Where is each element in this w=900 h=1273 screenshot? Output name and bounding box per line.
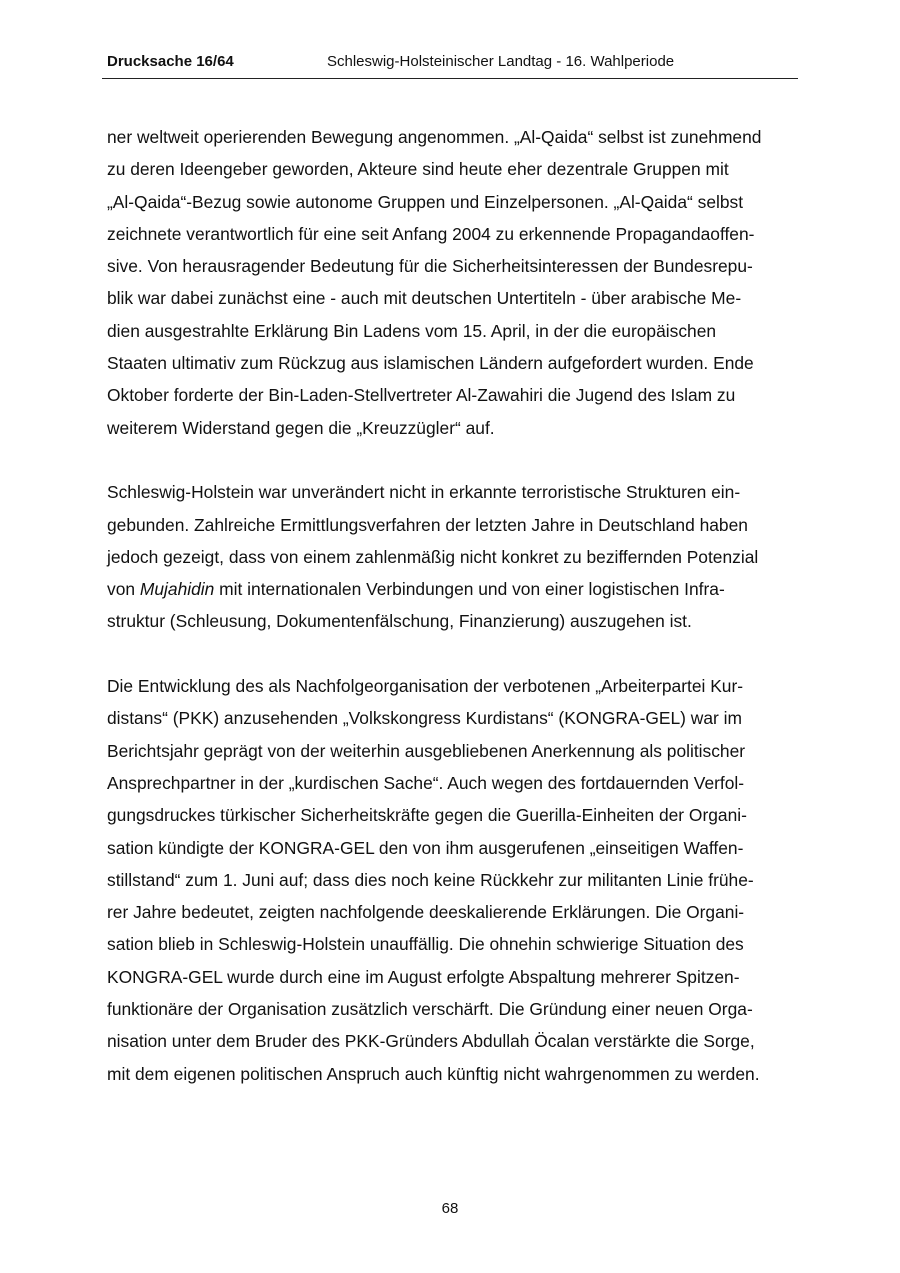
text-line: distans“ (PKK) anzusehenden „Volkskongress Kurdistans“ (KONGRA-GEL) war im	[107, 708, 742, 729]
text-line: KONGRA-GEL wurde durch eine im August erfolgte Abspaltung mehrerer Spitzen-	[107, 966, 740, 987]
text-line: rer Jahre bedeutet, zeigten nachfolgende deeskalierende Erklärungen. Die Organi-	[107, 902, 745, 923]
text-line: Staaten ultimativ zum Rückzug aus islamischen Ländern aufgefordert wurden. Ende	[107, 353, 754, 374]
text-line: Oktober forderte der Bin-Laden-Stellvertreter Al-Zawahiri die Jugend des Islam zu	[107, 385, 736, 406]
text-segment: von	[107, 579, 140, 600]
paragraph-1	[107, 121, 803, 444]
text-line: sation blieb in Schleswig-Holstein unauffällig. Die ohnehin schwierige Situation des	[107, 934, 744, 955]
text-line: stillstand“ zum 1. Juni auf; dass dies noch keine Rückkehr zur militanten Linie frühe-	[107, 869, 754, 890]
text-line: sive. Von herausragender Bedeutung für die Sicherheitsinteressen der Bundesrepu-	[107, 256, 753, 277]
italic-term: Mujahidin	[139, 579, 215, 600]
text-line: „Al-Qaida“-Bezug sowie autonome Gruppen und Einzelpersonen. „Al-Qaida“ selbst	[107, 191, 744, 212]
page-number: 68	[441, 1200, 459, 1217]
paragraph-3	[107, 670, 803, 1090]
text-line: dien ausgestrahlte Erklärung Bin Ladens vom 15. April, in der die europäischen	[107, 320, 717, 341]
paragraph-2	[107, 476, 803, 637]
text-line: Berichtsjahr geprägt von der weiterhin ausgebliebenen Anerkennung als politischer	[107, 740, 746, 761]
text-line: Die Entwicklung des als Nachfolgeorganisation der verbotenen „Arbeiterpartei Kur-	[107, 676, 744, 697]
text-segment: mit internationalen Verbindungen und von einer logistischen Infra-	[214, 579, 725, 600]
paragraph-spacer	[107, 638, 803, 670]
text-line: gungsdruckes türkischer Sicherheitskräfte gegen die Guerilla-Einheiten der Organi-	[107, 805, 747, 826]
page-header	[102, 50, 798, 79]
text-line: ner weltweit operierenden Bewegung angenommen. „Al-Qaida“ selbst ist zunehmend	[107, 127, 762, 147]
text-line: weiterem Widerstand gegen die „Kreuzzügler“ auf.	[107, 417, 495, 438]
text-line: mit dem eigenen politischen Anspruch auch künftig nicht wahrgenommen zu werden.	[107, 1063, 760, 1084]
text-line: blik war dabei zunächst eine - auch mit deutschen Untertiteln - über arabische Me-	[107, 288, 742, 309]
text-line: funktionäre der Organisation zusätzlich verschärft. Die Gründung einer neuen Orga-	[107, 999, 753, 1020]
text-line: gebunden. Zahlreiche Ermittlungsverfahren der letzten Jahre in Deutschland haben	[107, 514, 748, 535]
text-line: zu deren Ideengeber geworden, Akteure sind heute eher dezentrale Gruppen mit	[107, 159, 729, 180]
text-line: struktur (Schleusung, Dokumentenfälschung, Finanzierung) auszugehen ist.	[107, 611, 692, 632]
text-line: sation kündigte der KONGRA-GEL den von ihm ausgerufenen „einseitigen Waffen-	[107, 837, 744, 858]
text-line	[107, 573, 803, 605]
document-number: Drucksache 16/64	[107, 53, 234, 70]
text-line: nisation unter dem Bruder des PKK-Gründers Abdullah Öcalan verstärkte die Sorge,	[107, 1031, 755, 1052]
text-line: zeichnete verantwortlich für eine seit Anfang 2004 zu erkennende Propagandaoffen-	[107, 223, 755, 244]
text-line: jedoch gezeigt, dass von einem zahlenmäßig nicht konkret zu beziffernden Potenzial	[107, 546, 759, 567]
paragraph-spacer	[107, 444, 803, 476]
text-line: Schleswig-Holstein war unverändert nicht in erkannte terroristische Strukturen ein-	[107, 482, 741, 503]
text-line: Ansprechpartner in der „kurdischen Sache“. Auch wegen des fortdauernden Verfol-	[107, 772, 745, 793]
body-text	[107, 121, 803, 1090]
document-title: Schleswig-Holsteinischer Landtag - 16. Wahlperiode	[327, 53, 675, 70]
